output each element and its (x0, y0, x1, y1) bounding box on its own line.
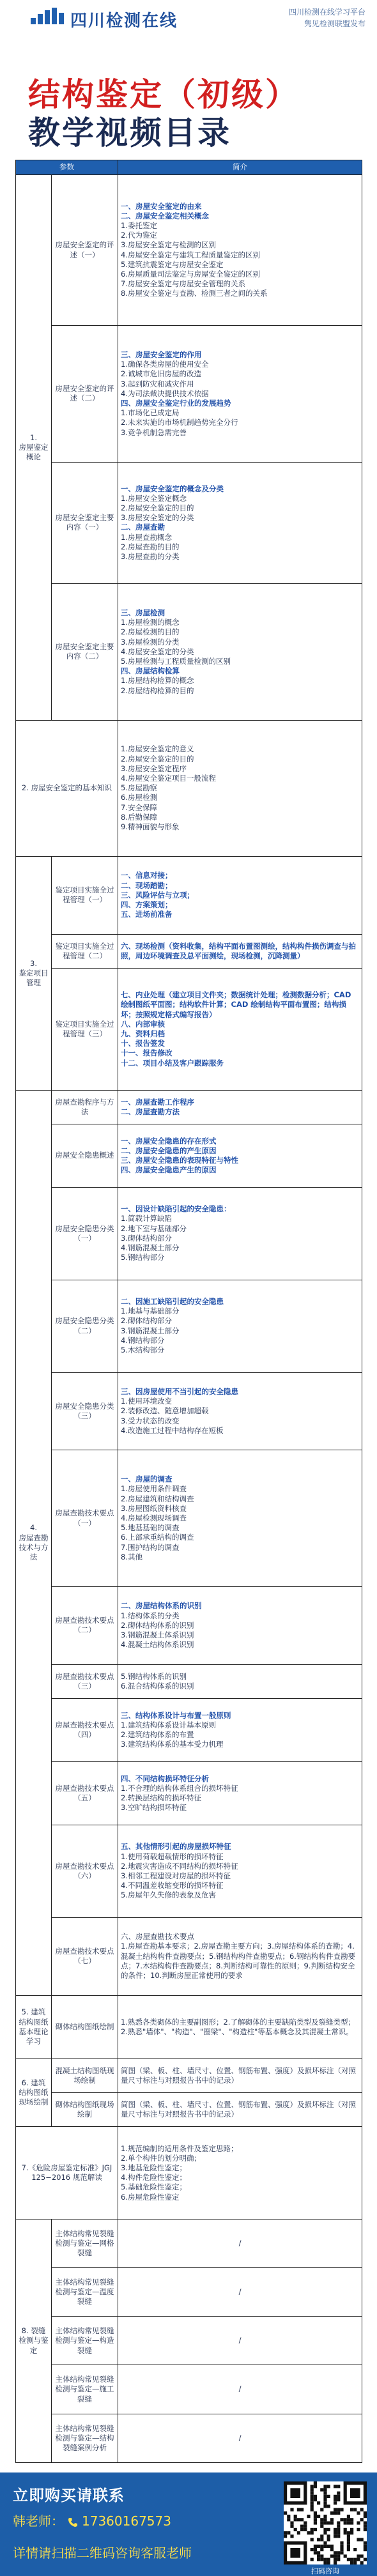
intro-line: 3.受力状态的改变 (121, 1416, 180, 1425)
intro-line: 3.竞争机制急需完善 (121, 427, 187, 437)
intro-line: 二、现场踏勘； (121, 880, 173, 890)
table-row (16, 2127, 362, 2220)
row-label: 鉴定项目实施全过程管理（三） (52, 969, 118, 1091)
intro-line: 六、房屋查勘技术要点 (121, 1932, 194, 1942)
table-row (16, 462, 362, 584)
intro-line: 一、因设计缺陷引起的安全隐患： (121, 1204, 231, 1214)
intro-line: 五、其他情形引起的房屋损坏特征 (121, 1842, 231, 1851)
intro-line: 2.装修改造、随意增加超载 (121, 1406, 209, 1416)
intro-line: 6.上部承重结构的调查 (121, 1533, 194, 1542)
row-label: 房屋查勘程序与方法 (52, 1090, 118, 1124)
intro-cell (118, 584, 362, 720)
intro-line: 1.市场化已成定局 (121, 408, 180, 418)
intro-cell (118, 1917, 362, 1995)
intro-line: 4.房屋安全鉴定项目一般流程 (121, 774, 216, 783)
intro-line: 5.基础危险性鉴定； (121, 2182, 187, 2192)
intro-line: 3.钢筋混凝土体系识别 (121, 1630, 194, 1639)
intro-line: 7.安全保障 (121, 802, 157, 812)
intro-line: 三、结构体系设计与布置一般原则 (121, 1710, 231, 1720)
intro-line: 四、房屋安全隐患产生的原因 (121, 1165, 217, 1175)
intro-line: 3.砌体结构部分 (121, 1233, 172, 1243)
table-row (16, 1699, 362, 1762)
intro-cell (118, 2127, 362, 2220)
catalog-table-wrap (15, 160, 362, 2463)
brand-sub-line2: 隽见检测联盟发布 (304, 19, 365, 28)
intro-line: 一、房屋安全隐患的存在形式 (121, 1136, 217, 1146)
intro-line: 2.房屋检测的目的 (121, 627, 180, 637)
intro-line: 一、信息对接； (121, 871, 173, 880)
intro-line: 1.规范编制的适用条件及鉴定思路； (121, 2143, 238, 2153)
intro-cell (118, 1586, 362, 1664)
group-label: 4. 房屋查勘技术与方法 (16, 1090, 52, 1995)
row-label: 房屋查勘技术要点（七） (52, 1917, 118, 1995)
intro-line: 八、内部审核 (121, 1019, 165, 1029)
intro-line: 3.房屋安全鉴定程序 (121, 763, 187, 773)
intro-cell (118, 1995, 362, 2058)
intro-line: 2.转换层结构的损坏特征 (121, 1793, 201, 1803)
intro-cell (118, 2414, 362, 2462)
table-row (16, 720, 362, 856)
intro-line: 3.房屋安全鉴定的分类 (121, 513, 194, 523)
intro-line: / (238, 2336, 242, 2345)
intro-cell (118, 1699, 362, 1762)
intro-line: 四、房屋结构检算 (121, 666, 180, 676)
intro-line: 三、房屋安全隐患的表现特征与特性 (121, 1155, 238, 1165)
intro-line: 一、房屋安全鉴定的由来 (121, 201, 202, 211)
intro-line: 1.房屋安全鉴定概念 (121, 493, 187, 503)
intro-line: 2.未来实施的市场机制趋势完全分行 (121, 418, 238, 427)
intro-line: 3.房屋检测的分类 (121, 637, 180, 647)
table-row (16, 1280, 362, 1372)
intro-line: 三、房屋安全鉴定的作用 (121, 350, 202, 360)
table-row (16, 1762, 362, 1825)
intro-line: 2.地震灾害造成不同结构的损坏特征 (121, 1861, 238, 1871)
intro-line: 三、风险评估与立项； (121, 890, 194, 900)
intro-line: 一、房屋的调查 (121, 1475, 173, 1484)
intro-line: 4.钢筋混凝土部分 (121, 1243, 180, 1253)
intro-line: 1.不合理的结构体系组合的损坏特征 (121, 1783, 238, 1793)
row-label: 房屋安全隐患概述 (52, 1124, 118, 1187)
intro-line: 3.空旷结构损坏特征 (121, 1803, 187, 1813)
intro-line: 5.房屋勘察 (121, 783, 157, 793)
intro-line: 1.结构体系的分类 (121, 1611, 180, 1620)
contact-name: 韩老师： (13, 2513, 64, 2529)
row-label: 房屋查勘技术要点（二） (52, 1586, 118, 1664)
intro-line: 十、报告签发 (121, 1039, 165, 1048)
intro-line: 十二、项目小结及客户跟踪服务 (121, 1058, 224, 1068)
intro-cell (118, 1280, 362, 1372)
intro-line: 5.地基基础的调查 (121, 1523, 180, 1533)
intro-line: 2.砌体结构部分 (121, 1316, 172, 1326)
intro-cell (118, 1188, 362, 1280)
intro-line: 6.房屋检测 (121, 793, 157, 802)
qr-code[interactable] (284, 2481, 367, 2564)
intro-line: 二、房屋安全隐患的产生原因 (121, 1146, 217, 1155)
intro-line: 2.地下室与基础部分 (121, 1223, 187, 1233)
intro-line: 2.诚城市危旧房屋的改造 (121, 369, 201, 379)
intro-cell (118, 1664, 362, 1698)
intro-line: 9.精神面貌与形象 (121, 822, 180, 832)
intro-line: 3.房屋查勘的分类 (121, 552, 180, 562)
table-row (16, 1090, 362, 1124)
intro-line: 简图（梁、板、柱、墙尺寸、位置、钢筋布置、强度）及损坏标注（对照量尺寸标注与对照报告书中的记录） (121, 2066, 356, 2085)
intro-line: 三、房屋检测 (121, 608, 165, 617)
row-label: 房屋查勘技术要点（四） (52, 1699, 118, 1762)
intro-cell (118, 2317, 362, 2365)
row-label: 主体结构常见裂缝检测与鉴定—温度裂缝 (52, 2268, 118, 2317)
intro-line: 四、房屋安全鉴定行业的发展趋势 (121, 399, 231, 408)
table-row (16, 1124, 362, 1187)
table-row (16, 175, 362, 326)
table-row (16, 326, 362, 462)
intro-line: 6.房屋质量司法鉴定与房屋安全鉴定的区别 (121, 270, 260, 279)
intro-line: 4.构件危险性鉴定； (121, 2173, 187, 2182)
scan-prompt: 详情请扫描二维码咨询客服老师 (13, 2545, 192, 2561)
intro-cell (118, 720, 362, 856)
intro-line: 六、现场检测（资料收集，结构平面布置图测绘，结构构件损伤调查与拍照，周边环境调查及总平面测绘，现场检测，沉降测量） (121, 941, 356, 961)
intro-line: 1.简载计算缺陷 (121, 1214, 172, 1223)
table-row (16, 1450, 362, 1586)
table-row (16, 2414, 362, 2462)
intro-line: 2.建筑结构体系的布置 (121, 1730, 194, 1740)
intro-cell (118, 462, 362, 584)
intro-cell (118, 175, 362, 326)
table-header-row (16, 160, 362, 175)
intro-line: 五、进场前准备 (121, 910, 173, 919)
row-label: 鉴定项目实施全过程管理（二） (52, 934, 118, 968)
group-label: 5. 建筑结构图纸基本理论学习 (16, 1995, 52, 2058)
intro-line: 3.房屋安全鉴定与检测的区别 (121, 240, 216, 250)
row-label: 主体结构常见裂缝检测与鉴定—构造裂缝 (52, 2317, 118, 2365)
intro-cell (118, 934, 362, 968)
intro-line: 1.房屋查勘概念 (121, 532, 172, 542)
intro-line: 一、房屋安全鉴定的概念及分类 (121, 484, 224, 493)
intro-line: 5.房屋年久失修的表象及危害 (121, 1890, 216, 1900)
row-label: 主体结构常见裂缝检测与鉴定—网格裂缝 (52, 2220, 118, 2268)
intro-line: 2.房屋安全鉴定的目的 (121, 754, 194, 763)
intro-line: 6.混合结构体系的识别 (121, 1681, 194, 1690)
intro-cell (118, 2365, 362, 2414)
intro-line: 2.房屋结构检算的目的 (121, 686, 194, 695)
intro-cell (118, 1825, 362, 1918)
row-label: 砌体结构图纸现场绘制 (52, 2093, 118, 2127)
intro-line: 5.钢结构体系的识别 (121, 1671, 187, 1681)
table-row (16, 1995, 362, 2058)
intro-cell (118, 857, 362, 935)
intro-cell (118, 1372, 362, 1450)
intro-line: / (238, 2384, 242, 2394)
table-row (16, 584, 362, 720)
row-label: 房屋安全鉴定主要内容（一） (52, 462, 118, 584)
row-label: 房屋安全隐患分类（一） (52, 1188, 118, 1280)
intro-cell (118, 1090, 362, 1124)
intro-line: 4.房屋安全鉴定与建筑工程质量鉴定的区别 (121, 250, 260, 259)
intro-line: 3.建筑结构体系的基本受力机理 (121, 1740, 224, 1749)
brand-sub-line1: 四川检测在线学习平台 (288, 8, 365, 17)
intro-line: 8.房屋安全鉴定与查勘、检测三者之间的关系 (121, 289, 268, 298)
row-label: 房屋安全鉴定的评述（一） (52, 175, 118, 326)
intro-line: 二、房屋查勘方法 (121, 1107, 180, 1116)
contact-phone[interactable]: 17360167573 (82, 2513, 171, 2529)
row-label: 主体结构常见裂缝检测与鉴定—施工裂缝 (52, 2365, 118, 2414)
intro-line: 一、房屋查勘工作程序 (121, 1097, 194, 1107)
table-body (16, 175, 362, 2463)
intro-line: 二、房屋安全鉴定相关概念 (121, 211, 209, 220)
intro-line: 1.房屋安全鉴定的意义 (121, 744, 194, 754)
intro-line: 1.房屋使用条件调查 (121, 1484, 187, 1494)
intro-cell (118, 2268, 362, 2317)
table-row (16, 1188, 362, 1280)
intro-line: 5.建筑抗震鉴定与房屋安全鉴定 (121, 259, 224, 269)
group-label: 1. 房屋鉴定概论 (16, 175, 52, 721)
row-label: 主体结构常见裂缝检测与鉴定—结构裂缝案例分析 (52, 2414, 118, 2462)
group-label: 3. 鉴定项目管理 (16, 857, 52, 1091)
row-label: 房屋安全鉴定主要内容（二） (52, 584, 118, 720)
intro-line: 四、不同结构损坏特征分析 (121, 1774, 209, 1783)
group-label: 6. 建筑结构图纸现场绘制 (16, 2058, 52, 2127)
intro-line: 2.单个构件的划分明确； (121, 2153, 201, 2163)
catalog-table (15, 160, 362, 2463)
header (0, 0, 377, 45)
row-label: 房屋查勘技术要点（六） (52, 1825, 118, 1918)
group-label: 8. 裂缝检测与鉴定 (16, 2220, 52, 2463)
table-row (16, 2093, 362, 2127)
intro-cell (118, 2058, 362, 2092)
intro-line: 2.房屋安全鉴定的目的 (121, 503, 194, 513)
intro-cell (118, 1124, 362, 1187)
group-label: 7.《危险房屋鉴定标准》JGJ 125−2016 规范解读 (16, 2127, 118, 2220)
intro-line: 4.为司法裁决提供技术依据 (121, 388, 209, 398)
intro-line: 3.相邻工程建设对房屋的损坏特征 (121, 1871, 231, 1880)
intro-line: 8.其他 (121, 1552, 142, 1561)
intro-line: 3.起到防灾和减灾作用 (121, 379, 194, 388)
intro-line: 3.钢筋混凝土部分 (121, 1326, 180, 1335)
intro-cell (118, 2220, 362, 2268)
table-row (16, 1586, 362, 1664)
header-intro: 简介 (118, 160, 362, 175)
row-label: 房屋安全鉴定的评述（二） (52, 326, 118, 462)
page-title-line2: 教学视频目录 (28, 114, 231, 151)
row-label: 鉴定项目实施全过程管理（一） (52, 857, 118, 935)
intro-line: 7.房屋安全鉴定与房屋安全管理的关系 (121, 279, 245, 289)
intro-cell (118, 326, 362, 462)
intro-line: 5.房屋检测与工程质量检测的区别 (121, 657, 231, 666)
intro-line: 4.混凝土结构体系识别 (121, 1640, 194, 1650)
intro-line: / (238, 2239, 242, 2248)
header-param: 参数 (16, 160, 118, 175)
phone-icon (68, 2517, 78, 2527)
intro-line: 2.房屋建筑和结构调查 (121, 1494, 194, 1503)
table-row (16, 1917, 362, 1995)
intro-line: 二、房屋查勘 (121, 523, 165, 532)
intro-line: 1.使用荷载超载情形的损坏特征 (121, 1851, 224, 1861)
intro-line: 2.代为鉴定 (121, 231, 157, 240)
intro-line: / (238, 2433, 242, 2442)
intro-line: 1.地基与基础部分 (121, 1307, 180, 1316)
table-row (16, 2220, 362, 2268)
page-title-line1: 结构鉴定（初级） (28, 76, 299, 113)
row-label: 房屋查勘技术要点（三） (52, 1664, 118, 1698)
intro-line: 4.钢结构部分 (121, 1335, 165, 1345)
intro-line: 4.不同温差收缩变形的损坏特征 (121, 1881, 224, 1890)
table-row (16, 2365, 362, 2414)
intro-line: 1.确保各类房屋的使用安全 (121, 360, 209, 369)
table-row (16, 2058, 362, 2092)
intro-line: 7.围护结构的调查 (121, 1542, 180, 1552)
intro-line: 二、因施工缺陷引起的安全隐患 (121, 1297, 224, 1307)
table-row (16, 969, 362, 1091)
row-label: 砌体结构图纸绘制 (52, 1995, 118, 2058)
intro-line: 1.房屋检测的概念 (121, 618, 180, 627)
brand-name: 四川检测在线 (70, 12, 178, 31)
intro-line: 简图（梁、板、柱、墙尺寸、位置、钢筋布置、强度）及损坏标注（对照量尺寸标注与对照报告书中的记录） (121, 2099, 356, 2119)
table-row (16, 857, 362, 935)
row-label: 房屋安全隐患分类（二） (52, 1280, 118, 1372)
intro-line: 4.房屋安全鉴定的分类 (121, 647, 194, 656)
buy-prompt: 立即购买请联系 (13, 2487, 125, 2504)
intro-line: 七、内业处理（建立项目文件夹；数据统计处理；检测数据分析；CAD 绘制图纸平面图；结构软件计算；CAD 绘制结构平面布置图；结构损坏；按照规定格式编写报告） (121, 990, 351, 1019)
intro-line: 4.改造施工过程中结构存在短板 (121, 1425, 224, 1435)
group-label: 2. 房屋安全鉴定的基本知识 (16, 720, 118, 856)
contact-line[interactable] (13, 2511, 171, 2529)
qr-label: 扫码咨询 (311, 2567, 339, 2575)
table-row (16, 2268, 362, 2317)
row-label: 房屋查勘技术要点（五） (52, 1762, 118, 1825)
table-row (16, 1825, 362, 1918)
intro-line: 1.使用环境改变 (121, 1397, 172, 1406)
footer (0, 2472, 377, 2576)
intro-line: 1.熟悉各类砌体的主要副图形；2.了解砌体的主要缺陷类型及裂缝类型；2.熟悉"墙体"、"构造"、"圈梁"、"构造柱"等基本概念及其混凝土常识。 (121, 2017, 355, 2036)
intro-line: 1.房屋查勘基本要求；2.房屋查勘主要方向；3.房屋结构体系的查勘；4.混凝土结构构件查勘要点；5.钢结构构件查勘要点；6.钢结构构件查勘要点；7.木结构构件查勘要点；8.判断结构可靠性的原则；9.判断结构安全的条件；10.判断房屋正常使用的要求 (121, 1942, 355, 1981)
intro-cell (118, 969, 362, 1091)
intro-line: 3.地基危险性鉴定； (121, 2163, 187, 2172)
intro-line: 5.钢结构部分 (121, 1253, 165, 1262)
intro-line: 1.建筑结构体系设计基本原则 (121, 1720, 216, 1729)
table-row (16, 934, 362, 968)
intro-line: 4.房屋检测现场调查 (121, 1514, 187, 1523)
intro-line: 5.木结构部分 (121, 1346, 165, 1355)
intro-line: 2.砌体结构体系的识别 (121, 1620, 194, 1630)
intro-line: / (238, 2287, 242, 2297)
intro-line: 6.房屋危险性鉴定 (121, 2192, 180, 2202)
table-row (16, 1664, 362, 1698)
intro-line: 8.后勤保障 (121, 812, 157, 822)
intro-line: 十一、报告修改 (121, 1048, 173, 1058)
intro-cell (118, 1450, 362, 1586)
intro-line: 1.房屋结构检算的概念 (121, 676, 194, 686)
row-label: 房屋查勘技术要点（一） (52, 1450, 118, 1586)
brand-subtitle (270, 6, 365, 29)
intro-line: 1.委托鉴定 (121, 221, 157, 231)
table-row (16, 1372, 362, 1450)
intro-cell (118, 1762, 362, 1825)
table-row (16, 2317, 362, 2365)
intro-line: 2.房屋查勘的目的 (121, 542, 180, 551)
qr-code-image (284, 2481, 367, 2564)
row-label: 混凝土结构图纸现场绘制 (52, 2058, 118, 2092)
intro-line: 三、因房屋使用不当引起的安全隐患 (121, 1387, 238, 1396)
intro-cell (118, 2093, 362, 2127)
logo-icon (31, 8, 65, 24)
row-label: 房屋安全隐患分类（三） (52, 1372, 118, 1450)
intro-line: 3.房屋图纸资料核查 (121, 1503, 187, 1513)
intro-line: 九、资料归档 (121, 1029, 165, 1038)
intro-line: 四、方案策划； (121, 900, 173, 910)
intro-line: 二、房屋结构体系的识别 (121, 1601, 202, 1611)
